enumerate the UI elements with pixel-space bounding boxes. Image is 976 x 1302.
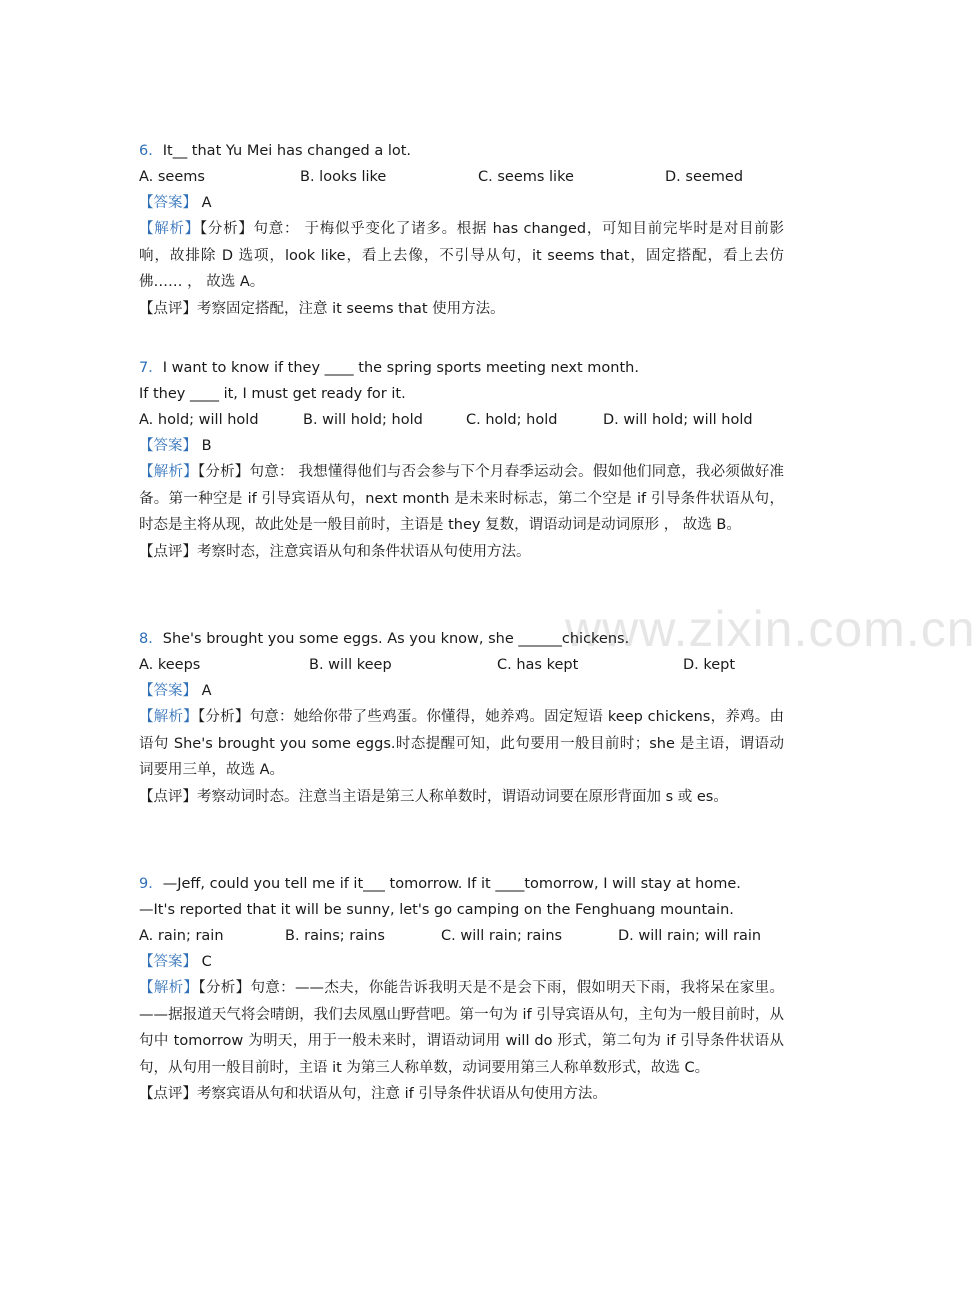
option-b: B. will hold; hold bbox=[303, 412, 423, 428]
options-row bbox=[139, 407, 784, 433]
review: 【点评】考察固定搭配，注意 it seems that 使用方法。 bbox=[139, 300, 505, 317]
option-c: C. will rain; rains bbox=[441, 928, 563, 944]
answer-tag: 【答案】 bbox=[139, 195, 197, 211]
options-row bbox=[139, 652, 784, 678]
answer-value: C bbox=[201, 954, 212, 970]
option-a: A. hold; will hold bbox=[139, 412, 259, 428]
stem-line: It__ that Yu Mei has changed a lot. bbox=[162, 143, 412, 159]
option-b: B. rains; rains bbox=[285, 928, 385, 944]
stem-line: I want to know if they ____ the spring sports meeting next month. bbox=[162, 360, 639, 376]
option-a: A. keeps bbox=[139, 657, 201, 673]
answer-line bbox=[139, 433, 784, 459]
question-stem bbox=[139, 355, 784, 381]
question-8 bbox=[139, 626, 784, 810]
analysis-tag: 【解析】 bbox=[139, 464, 198, 480]
option-d: D. kept bbox=[683, 657, 736, 673]
option-c: C. seems like bbox=[478, 169, 574, 185]
analysis-text: 【分析】句意：她给你带了些鸡蛋。你懂得，她养鸡。固定短语 keep chickens，养鸡。由语句 She's brought you some eggs.时态提醒可知，此句要用一般目前时；she 是主语，谓语动词要用三单，故选 A。 bbox=[139, 709, 785, 778]
options-row bbox=[139, 923, 784, 949]
stem-line: She's brought you some eggs. As you know, she ______chickens. bbox=[162, 631, 630, 647]
stem-line: —Jeff, could you tell me if it___ tomorrow. If it ____tomorrow, I will stay at home. bbox=[162, 876, 741, 892]
analysis bbox=[139, 704, 784, 784]
analysis-text: 【分析】句意： 于梅似乎变化了诸多。根据 has changed，可知目前完毕时是对目前影响，故排除 D 选项，look like，看上去像，不引导从句，it seems that，固定搭配，看上去仿佛…… ， 故选 A。 bbox=[139, 221, 785, 290]
option-d: D. will rain; will rain bbox=[618, 928, 762, 944]
answer-value: B bbox=[201, 438, 212, 454]
review: 【点评】考察宾语从句和状语从句，注意 if 引导条件状语从句使用方法。 bbox=[139, 1086, 607, 1102]
option-b: B. looks like bbox=[300, 169, 387, 185]
question-stem bbox=[139, 138, 784, 164]
question-7 bbox=[139, 355, 784, 565]
question-stem bbox=[139, 871, 784, 897]
analysis-text: 【分析】句意： 我想懂得他们与否会参与下个月春季运动会。假如他们同意，我必须做好准备。第一种空是 if 引导宾语从句，next month 是未来时标志，第二个空是 if 引导条件状语从句，时态是主将从现，故此处是一般目前时，主语是 they 复数，谓语动词是动词原形 ， 故选 B。 bbox=[139, 464, 785, 533]
option-b: B. will keep bbox=[309, 657, 392, 673]
option-d: D. will hold; will hold bbox=[603, 412, 753, 428]
option-c: C. hold; hold bbox=[466, 412, 558, 428]
watermark: www.zixin.com.cn bbox=[565, 601, 976, 657]
stem-line-2: If they ____ it, I must get ready for it. bbox=[139, 386, 406, 402]
option-a: A. rain; rain bbox=[139, 928, 224, 944]
answer-tag: 【答案】 bbox=[139, 438, 197, 454]
question-number: 8． bbox=[139, 631, 163, 647]
answer-line bbox=[139, 678, 784, 704]
review: 【点评】考察时态，注意宾语从句和条件状语从句使用方法。 bbox=[139, 543, 531, 560]
option-d: D. seemed bbox=[665, 169, 744, 185]
analysis bbox=[139, 459, 784, 539]
question-number: 9． bbox=[139, 876, 163, 892]
review: 【点评】考察动词时态。注意当主语是第三人称单数时，谓语动词要在原形背面加 s 或 es。 bbox=[139, 788, 728, 805]
analysis-tag: 【解析】 bbox=[139, 221, 200, 237]
answer-line bbox=[139, 190, 784, 216]
question-number: 6． bbox=[139, 143, 163, 159]
question-stem bbox=[139, 626, 784, 652]
options-row bbox=[139, 164, 784, 190]
analysis-text: 【分析】句意：——杰夫，你能告诉我明天是不是会下雨，假如明天下雨，我将呆在家里。——据报道天气将会晴朗，我们去凤凰山野营吧。第一句为 if 引导宾语从句，主句为一般目前时，从句中 tomorrow 为明天，用于一般未来时，谓语动词用 will do 形式，第二句为 if 引导条件状语从句，从句用一般目前时，主语 it 为第三人称单数，动词要用第三人称单数形式，故选 C。 bbox=[139, 980, 784, 1076]
answer-tag: 【答案】 bbox=[139, 683, 197, 699]
option-a: A. seems bbox=[139, 169, 205, 185]
analysis-tag: 【解析】 bbox=[139, 709, 198, 725]
question-6 bbox=[139, 138, 784, 322]
answer-tag: 【答案】 bbox=[139, 954, 197, 970]
question-number: 7． bbox=[139, 360, 163, 376]
analysis-tag: 【解析】 bbox=[139, 980, 199, 996]
analysis bbox=[139, 216, 784, 296]
stem-line-2: —It's reported that it will be sunny, let's go camping on the Fenghuang mountain. bbox=[139, 902, 734, 918]
answer-value: A bbox=[201, 195, 212, 211]
question-9 bbox=[139, 871, 784, 1108]
analysis bbox=[139, 975, 784, 1081]
option-c: C. has kept bbox=[497, 657, 579, 673]
answer-value: A bbox=[201, 683, 212, 699]
answer-line bbox=[139, 949, 784, 975]
